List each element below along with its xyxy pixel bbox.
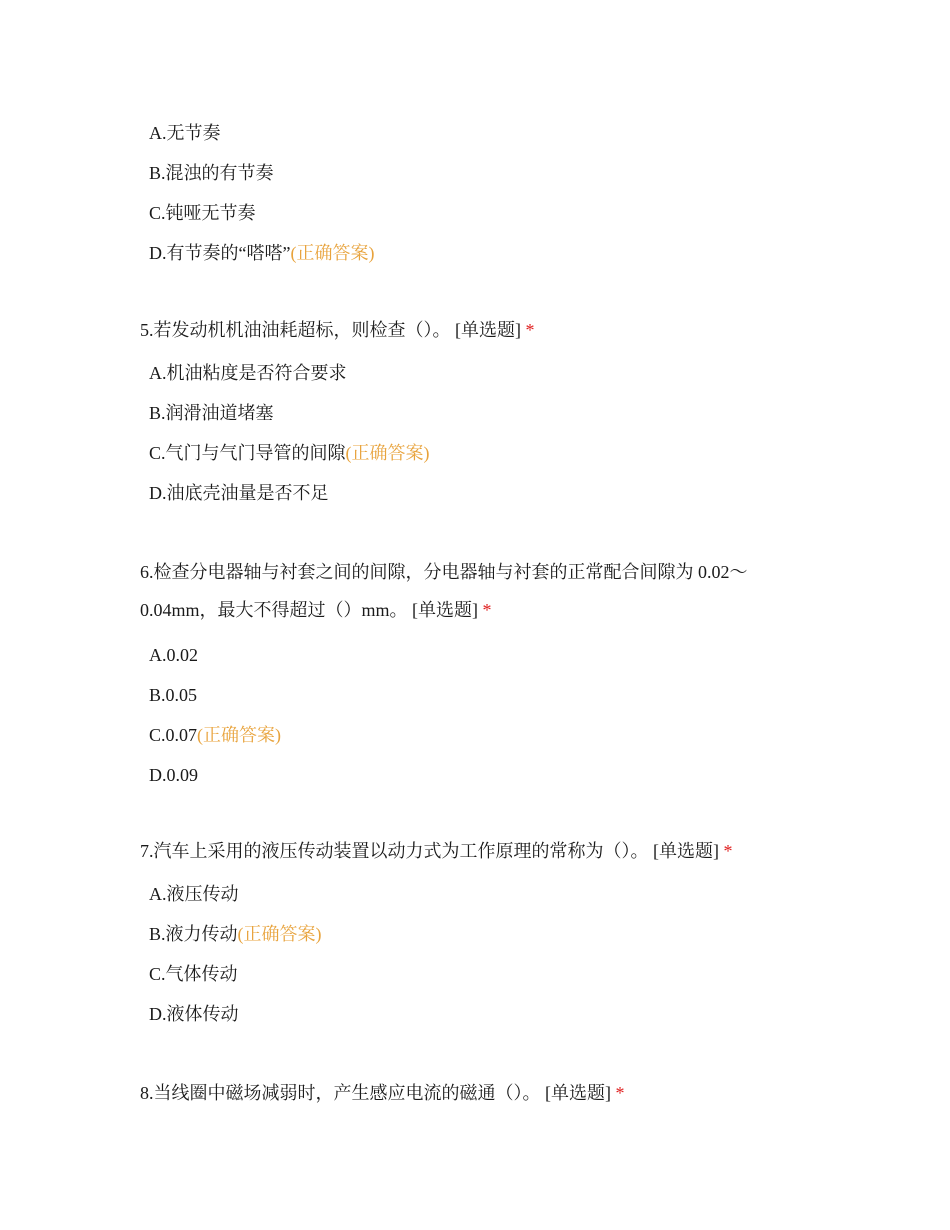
required-mark: * bbox=[723, 841, 733, 861]
question-type-label: [单选题] bbox=[653, 841, 719, 861]
option-6d: D.0.09 bbox=[149, 765, 198, 785]
option-7d: D.液体传动 bbox=[149, 1004, 239, 1024]
option-4b: B.混浊的有节奏 bbox=[149, 163, 274, 183]
question-8-text: 8.当线圈中磁场减弱时，产生感应电流的磁通（）。 [单选题] * bbox=[140, 1083, 625, 1103]
option-5b: B.润滑油道堵塞 bbox=[149, 403, 274, 423]
required-mark: * bbox=[525, 320, 535, 340]
option-5d: D.油底壳油量是否不足 bbox=[149, 483, 329, 503]
option-4d: D.有节奏的“嗒嗒”(正确答案) bbox=[149, 243, 375, 263]
question-6-text: 6.检查分电器轴与衬套之间的间隙，分电器轴与衬套的正常配合间隙为 0.02～ 0.04mm，最大不得超过（）mm。 [单选题] * bbox=[140, 562, 748, 620]
option-5a: A.机油粘度是否符合要求 bbox=[149, 363, 347, 383]
option-6a: A.0.02 bbox=[149, 645, 198, 665]
correct-answer-label: (正确答案) bbox=[345, 443, 430, 463]
required-mark: * bbox=[482, 600, 492, 620]
option-7b: B.液力传动(正确答案) bbox=[149, 924, 322, 944]
option-4c: C.钝哑无节奏 bbox=[149, 203, 256, 223]
question-5 bbox=[140, 307, 780, 513]
option-7c: C.气体传动 bbox=[149, 964, 238, 984]
option-6b: B.0.05 bbox=[149, 685, 198, 705]
option-6c: C.0.07(正确答案) bbox=[149, 725, 282, 745]
question-6 bbox=[140, 553, 780, 795]
question-5-text: 5.若发动机机油油耗超标，则检查（）。 [单选题] * bbox=[140, 320, 535, 340]
correct-answer-label: (正确答案) bbox=[237, 924, 322, 944]
question-type-label: [单选题] bbox=[545, 1083, 611, 1103]
question-7 bbox=[140, 828, 780, 1034]
correct-answer-label: (正确答案) bbox=[290, 243, 375, 263]
question-8 bbox=[140, 1070, 780, 1116]
option-5c: C.气门与气门导管的间隙(正确答案) bbox=[149, 443, 430, 463]
required-mark: * bbox=[615, 1083, 625, 1103]
option-7a: A.液压传动 bbox=[149, 884, 239, 904]
correct-answer-label: (正确答案) bbox=[197, 725, 282, 745]
question-4-options bbox=[140, 113, 780, 273]
question-type-label: [单选题] bbox=[455, 320, 521, 340]
option-4a: A.无节奏 bbox=[149, 123, 221, 143]
question-7-text: 7.汽车上采用的液压传动装置以动力式为工作原理的常称为（）。 [单选题] * bbox=[140, 841, 733, 861]
question-type-label: [单选题] bbox=[412, 600, 479, 620]
